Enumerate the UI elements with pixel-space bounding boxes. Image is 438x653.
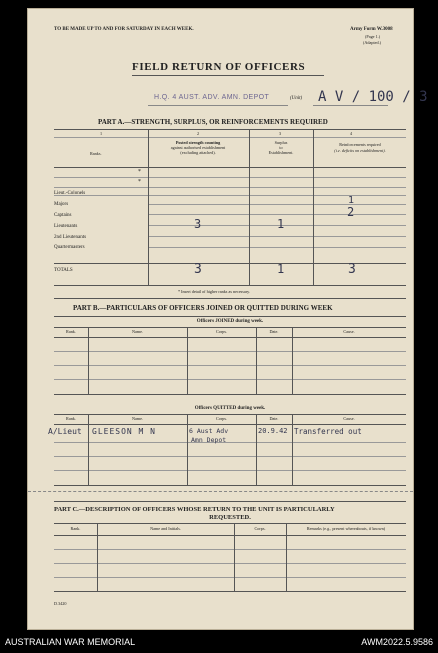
joined-col-corps: Corps. — [215, 329, 228, 334]
part-c-col-name: Name and Initials. — [150, 526, 181, 531]
part-c-title-1: PART C.—DESCRIPTION OF OFFICERS WHOSE RETURN TO THE UNIT IS PARTICULARLY — [54, 506, 335, 513]
part-c-row-line — [54, 563, 406, 564]
totals-surplus: 1 — [277, 262, 285, 276]
part-c-title-2: REQUESTED. — [209, 514, 251, 521]
part-c-col-remarks: Remarks (e.g., present whereabouts, if known) — [306, 526, 386, 531]
part-c-col-rank: Rank. — [70, 526, 81, 531]
quitted-date: 20.9.42 — [258, 427, 288, 435]
star-marker-1: * — [138, 169, 141, 175]
joined-col-divider — [292, 327, 293, 394]
form-sheet — [27, 8, 428, 630]
totals-reinf: 3 — [348, 262, 356, 277]
joined-col-cause: Cause. — [343, 329, 355, 334]
form-page: (Page 1.) — [365, 34, 381, 39]
quitted-col-rank: Rank. — [66, 416, 76, 421]
rank-2nd-lieutenants: 2nd Lieutenants — [54, 235, 87, 240]
col-posted-header-2: against authorised establishment — [170, 145, 226, 150]
part-a-bottom-border — [54, 285, 406, 286]
joined-col-name: Name. — [131, 329, 144, 334]
part-b-title: PART B.—PARTICULARS OF OFFICERS JOINED OR QUITTED DURING WEEK — [73, 304, 333, 312]
joined-title-bottom — [54, 327, 406, 328]
joined-col-divider — [88, 327, 89, 394]
col-surplus-header-3: Establishment. — [268, 150, 294, 155]
col-surplus-header-1: Surplus — [274, 140, 288, 145]
col-reinf-header-1: Reinforcements required — [339, 142, 381, 147]
part-a-header-bottom — [54, 167, 406, 168]
form-adapted: (Adapted.) — [363, 40, 382, 45]
totals-posted: 3 — [194, 262, 202, 277]
quitted-bottom — [54, 485, 406, 486]
reinf-majors: 1 — [348, 195, 355, 206]
quitted-row-line — [54, 456, 406, 457]
joined-col-divider — [256, 327, 257, 394]
part-c-row-line — [54, 577, 406, 578]
unit-code-underline — [313, 105, 388, 106]
part-c-header-bottom — [54, 535, 406, 536]
rank-lieut-colonels: Lieut.-Colonels — [54, 191, 86, 196]
title-underline — [132, 75, 324, 76]
part-a-col-divider — [313, 129, 314, 285]
quitted-col-name: Name. — [131, 416, 144, 421]
rank-majors: Majors — [54, 202, 69, 207]
quitted-col-date: Date. — [269, 416, 279, 421]
rank-quartermasters: Quartermasters — [54, 245, 85, 250]
col-num-3: 3 — [278, 131, 282, 136]
col-num-4: 4 — [349, 131, 353, 136]
part-a-num-row — [54, 137, 406, 138]
part-c-title-bottom — [54, 523, 406, 524]
form-title: FIELD RETURN OF OFFICERS — [132, 61, 306, 73]
quitted-col-divider — [292, 414, 293, 485]
col-ranks-header: Ranks. — [90, 151, 102, 156]
posted-lieutenants: 3 — [194, 217, 202, 231]
totals-label: TOTALS — [54, 268, 73, 273]
part-c-top-border — [54, 501, 406, 502]
quitted-title: Officers QUITTED during week. — [194, 406, 266, 411]
unit-underline — [148, 105, 288, 106]
footer-code: D.3420 — [54, 601, 67, 606]
rank-lieutenants: Lieutenants — [54, 224, 78, 229]
part-a-row-line — [148, 247, 406, 248]
rank-captains: Captains — [54, 213, 72, 218]
part-a-footnote: * Insert detail of higher ranks as necessary. — [178, 289, 251, 294]
part-a-top-border — [54, 129, 406, 130]
part-a-col-divider — [148, 129, 149, 285]
header-note: TO BE MADE UP TO AND FOR SATURDAY IN EACH WEEK. — [54, 27, 194, 32]
col-surplus-header-2: to — [279, 145, 283, 150]
quitted-rank: A/Lieut — [48, 427, 82, 436]
quitted-row-line — [54, 442, 406, 443]
part-c-col-divider — [97, 523, 98, 591]
joined-header-bottom — [54, 337, 406, 338]
col-posted-header-3: (excluding attached). — [180, 150, 216, 155]
part-a-title: PART A.—STRENGTH, SURPLUS, OR REINFORCEMENTS REQUIRED — [98, 118, 328, 126]
joined-bottom — [54, 394, 406, 395]
part-b-top-border — [54, 298, 406, 299]
col-posted-header-1: Posted strength counting — [175, 140, 221, 145]
joined-row-line — [54, 351, 406, 352]
perforation-line — [28, 491, 413, 492]
quitted-col-corps: Corps. — [215, 416, 228, 421]
reinf-captains: 2 — [347, 205, 355, 219]
part-a-row-line — [148, 236, 406, 237]
surplus-lieutenants: 1 — [277, 217, 285, 231]
quitted-col-divider — [256, 414, 257, 485]
quitted-col-divider — [187, 414, 188, 485]
part-a-row-line — [148, 204, 406, 205]
quitted-title-bottom — [54, 414, 406, 415]
joined-col-date: Date. — [269, 329, 279, 334]
unit-handwritten: A V / 100 / 3 — [318, 89, 428, 105]
quitted-row-line — [54, 470, 406, 471]
quitted-cause: Transferred out — [294, 427, 362, 436]
part-a-row-line — [54, 177, 406, 178]
col-num-2: 2 — [196, 131, 200, 136]
star-marker-2: * — [138, 179, 141, 185]
col-num-1: 1 — [99, 131, 103, 136]
joined-row-line — [54, 379, 406, 380]
joined-col-rank: Rank. — [66, 329, 76, 334]
joined-row-line — [54, 365, 406, 366]
caption-accession: AWM2022.5.9586 — [361, 637, 433, 647]
part-a-row-line — [54, 187, 406, 188]
quitted-corps-line2: Amn Depot — [191, 436, 227, 444]
col-reinf-header-2: (i.e. deficits on establishment). — [334, 148, 386, 153]
unit-stamp: H.Q. 4 AUST. ADV. AMN. DEPOT — [154, 94, 270, 101]
part-a-row-line — [148, 214, 406, 215]
joined-col-divider — [187, 327, 188, 394]
quitted-col-cause: Cause. — [343, 416, 355, 421]
part-c-col-corps: Corps. — [254, 526, 266, 531]
part-c-col-divider — [234, 523, 235, 591]
part-c-row-line — [54, 549, 406, 550]
part-a-col-divider — [249, 129, 250, 285]
form-id: Army Form W.3008 — [350, 27, 393, 32]
joined-title: Officers JOINED during week. — [196, 319, 264, 324]
quitted-corps-line1: 6 Aust Adv — [189, 427, 229, 435]
part-b-title-bottom — [54, 316, 406, 317]
unit-label: (Unit) — [290, 96, 303, 101]
caption-source: AUSTRALIAN WAR MEMORIAL — [5, 637, 136, 647]
quitted-header-bottom — [54, 424, 406, 425]
quitted-col-divider — [88, 414, 89, 485]
caption-bar — [0, 632, 438, 652]
part-c-col-divider — [286, 523, 287, 591]
quitted-name: GLEESON M N — [92, 427, 156, 436]
part-c-bottom — [54, 591, 406, 592]
